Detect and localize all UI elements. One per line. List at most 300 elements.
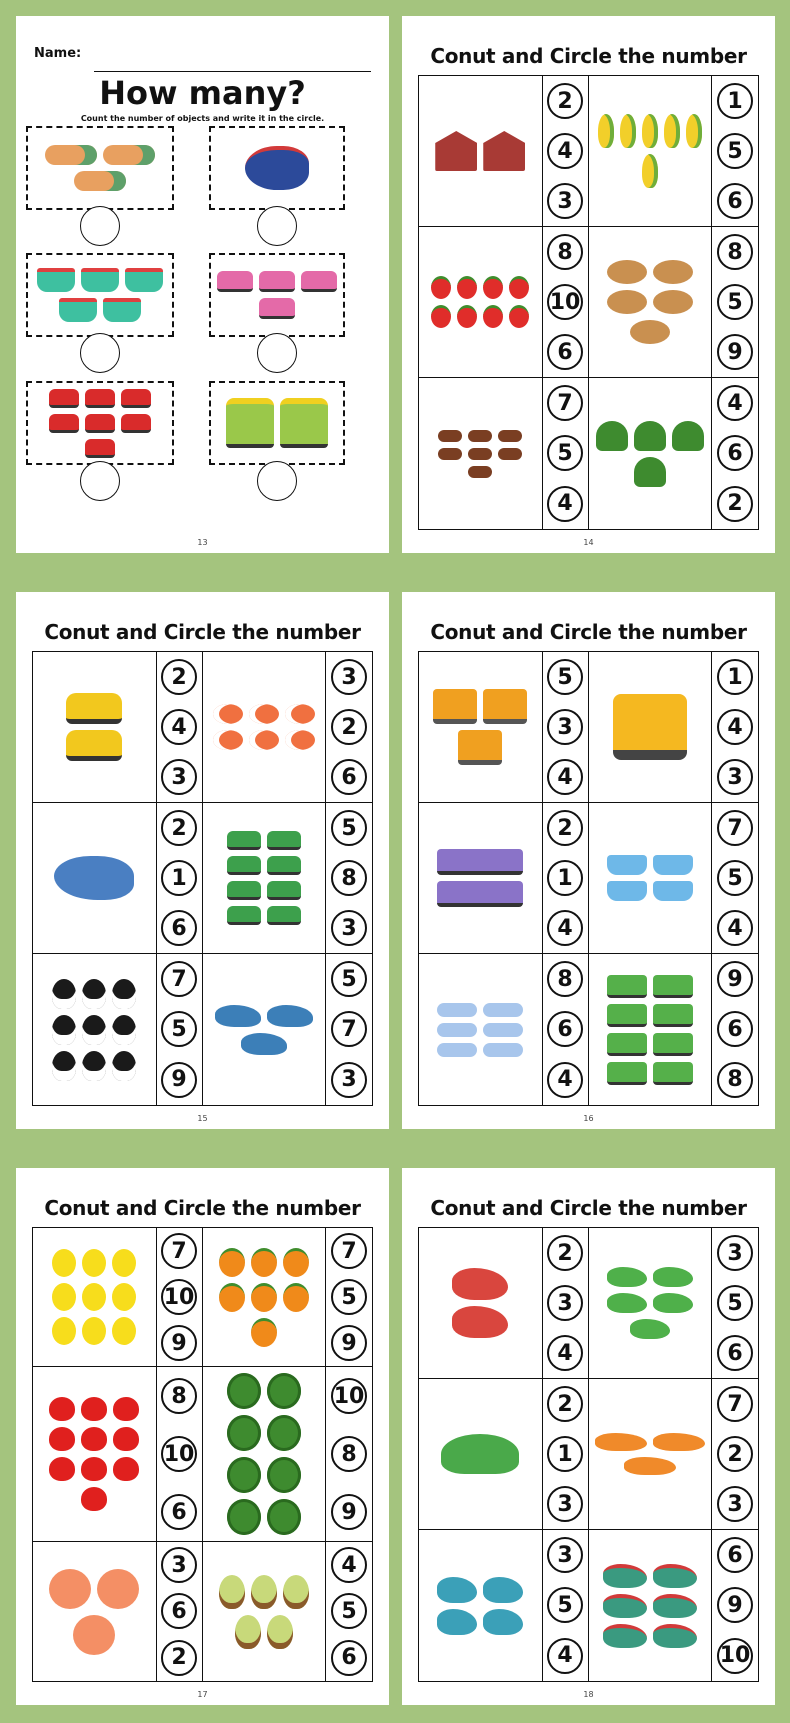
worksheet-title: Conut and Circle the number: [44, 1196, 361, 1220]
orange-dinosaur-picture: [595, 1433, 647, 1451]
barn-picture: [483, 131, 525, 171]
number-option-circle[interactable]: 2: [161, 659, 197, 695]
boat-picture: [125, 268, 163, 292]
number-option-circle[interactable]: 7: [547, 385, 583, 421]
potato-picture: [630, 320, 670, 344]
potato-picture: [607, 290, 647, 314]
penguin-picture: [82, 1051, 106, 1081]
number-option-circle[interactable]: 1: [717, 659, 753, 695]
object-picture-cell: [419, 1530, 543, 1681]
number-options-column: [157, 803, 203, 954]
number-option-circle[interactable]: 6: [717, 183, 753, 219]
name-line[interactable]: [94, 71, 371, 72]
answer-circle[interactable]: [257, 206, 297, 246]
yellow-car-picture: [66, 730, 122, 761]
number-option-circle[interactable]: 4: [547, 1335, 583, 1371]
apple-picture: [49, 1397, 75, 1421]
ship-picture: [653, 855, 693, 875]
number-option-circle[interactable]: 2: [717, 1436, 753, 1472]
counting-grid: [418, 75, 759, 530]
number-options-column: [326, 1542, 372, 1681]
answer-circle[interactable]: [257, 333, 297, 373]
bus-picture: [653, 1004, 693, 1027]
number-option-circle[interactable]: 2: [161, 1640, 197, 1676]
penguin-picture: [112, 979, 136, 1009]
blue-dinosaur-picture: [437, 1609, 477, 1635]
number-option-circle[interactable]: 2: [547, 810, 583, 846]
broccoli-picture: [634, 421, 666, 451]
green-car-picture: [267, 881, 301, 900]
green-car-picture: [267, 906, 301, 925]
broccoli-picture: [596, 421, 628, 451]
number-option-circle[interactable]: 4: [717, 709, 753, 745]
number-option-circle[interactable]: 10: [717, 1638, 753, 1674]
object-picture-cell: [419, 803, 543, 954]
helicopter-picture: [245, 146, 309, 190]
tomato-picture: [509, 305, 529, 328]
number-option-circle[interactable]: 2: [547, 83, 583, 119]
orange-picture: [251, 1248, 277, 1277]
ant-picture: [468, 430, 492, 442]
number-option-circle[interactable]: 3: [331, 910, 367, 946]
number-option-circle[interactable]: 9: [331, 1325, 367, 1361]
excavator-picture: [613, 694, 687, 760]
number-option-circle[interactable]: 2: [161, 810, 197, 846]
number-option-circle[interactable]: 3: [547, 1537, 583, 1573]
boat-picture: [59, 298, 97, 322]
number-option-circle[interactable]: 4: [547, 759, 583, 795]
ant-picture: [468, 448, 492, 460]
ship-picture: [607, 881, 647, 901]
worksheet-page-17: [16, 1168, 389, 1705]
number-option-circle[interactable]: 6: [717, 1537, 753, 1573]
object-picture-cell: [203, 954, 327, 1105]
ant-picture: [438, 430, 462, 442]
number-options-column: [712, 378, 758, 529]
number-option-circle[interactable]: 9: [717, 1587, 753, 1623]
number-option-circle[interactable]: 2: [547, 1386, 583, 1422]
apple-picture: [81, 1457, 107, 1481]
answer-circle[interactable]: [80, 333, 120, 373]
number-options-column: [712, 1379, 758, 1530]
page-number: 16: [583, 1114, 594, 1123]
avocado-picture: [283, 1575, 309, 1609]
number-options-column: [712, 652, 758, 803]
object-picture-cell: [33, 803, 157, 954]
avocado-picture: [219, 1575, 245, 1609]
penguin-picture: [82, 1015, 106, 1045]
number-options-column: [543, 378, 589, 529]
number-option-circle[interactable]: 3: [331, 659, 367, 695]
number-option-circle[interactable]: 5: [547, 659, 583, 695]
object-picture-cell: [419, 76, 543, 227]
number-option-circle[interactable]: 3: [547, 1486, 583, 1522]
ant-picture: [498, 448, 522, 460]
number-options-column: [326, 1367, 372, 1542]
number-option-circle[interactable]: 3: [717, 1486, 753, 1522]
ant-picture: [498, 430, 522, 442]
object-picture-cell: [203, 1367, 327, 1542]
object-picture-cell: [33, 652, 157, 803]
number-option-circle[interactable]: 7: [717, 1386, 753, 1422]
object-box-helicopter: [209, 126, 345, 210]
penguin-picture: [112, 1051, 136, 1081]
orange-picture: [283, 1283, 309, 1312]
number-option-circle[interactable]: 1: [547, 1436, 583, 1472]
penguin-picture: [52, 1051, 76, 1081]
number-options-column: [326, 803, 372, 954]
pink-car-picture: [259, 271, 295, 292]
bus-picture: [653, 1033, 693, 1056]
tomato-picture: [457, 305, 477, 328]
apple-picture: [113, 1397, 139, 1421]
number-options-column: [712, 803, 758, 954]
number-option-circle[interactable]: 6: [717, 1335, 753, 1371]
number-options-column: [712, 1530, 758, 1681]
potato-picture: [653, 260, 693, 284]
number-option-circle[interactable]: 10: [161, 1436, 197, 1472]
train-picture: [437, 849, 523, 875]
object-picture-cell: [203, 1228, 327, 1367]
name-label: Name:: [34, 46, 82, 61]
dimetrodon-picture: [653, 1624, 697, 1648]
worksheet-page-15: [16, 592, 389, 1129]
ship-picture: [607, 855, 647, 875]
red-dinosaur-picture: [452, 1306, 508, 1338]
number-option-circle[interactable]: 5: [547, 435, 583, 471]
orange-dinosaur-picture: [653, 1433, 705, 1451]
number-option-circle[interactable]: 2: [331, 709, 367, 745]
object-picture-cell: [589, 1379, 713, 1530]
object-picture-cell: [419, 1228, 543, 1379]
number-option-circle[interactable]: 5: [161, 1011, 197, 1047]
bus-picture: [607, 1062, 647, 1085]
worksheet-title: Conut and Circle the number: [430, 44, 747, 68]
apple-picture: [81, 1487, 107, 1511]
green-car-picture: [227, 881, 261, 900]
airplane-picture: [45, 145, 97, 165]
tomato-picture: [457, 276, 477, 299]
object-box-airplane: [26, 126, 174, 210]
airplane-picture: [483, 1043, 523, 1057]
airplane-picture: [74, 171, 126, 191]
page-number: 14: [583, 538, 594, 547]
number-option-circle[interactable]: 7: [331, 1233, 367, 1269]
green-car-picture: [267, 831, 301, 850]
number-option-circle[interactable]: 3: [161, 759, 197, 795]
page-number: 15: [197, 1114, 208, 1123]
number-option-circle[interactable]: 3: [547, 709, 583, 745]
watermelon-picture: [267, 1373, 301, 1409]
number-option-circle[interactable]: 6: [161, 1494, 197, 1530]
worksheet-title: Conut and Circle the number: [430, 620, 747, 644]
number-option-circle[interactable]: 8: [547, 234, 583, 270]
green-dinosaur-picture: [653, 1267, 693, 1287]
number-option-circle[interactable]: 3: [547, 1285, 583, 1321]
number-option-circle[interactable]: 8: [547, 961, 583, 997]
peach-picture: [49, 1569, 91, 1609]
lemon-picture: [82, 1317, 106, 1345]
potato-picture: [653, 290, 693, 314]
number-option-circle[interactable]: 5: [717, 284, 753, 320]
number-option-circle[interactable]: 6: [331, 759, 367, 795]
number-option-circle[interactable]: 1: [547, 860, 583, 896]
corn-picture: [598, 114, 614, 148]
number-option-circle[interactable]: 8: [717, 234, 753, 270]
object-picture-cell: [419, 652, 543, 803]
green-car-picture: [227, 856, 261, 875]
number-option-circle[interactable]: 6: [547, 334, 583, 370]
object-picture-cell: [589, 1228, 713, 1379]
answer-circle[interactable]: [257, 461, 297, 501]
watermelon-picture: [267, 1499, 301, 1535]
red-car-picture: [85, 439, 115, 458]
number-option-circle[interactable]: 9: [161, 1062, 197, 1098]
dimetrodon-picture: [653, 1594, 697, 1618]
number-option-circle[interactable]: 9: [331, 1494, 367, 1530]
blue-dinosaur-picture: [437, 1577, 477, 1603]
red-car-picture: [121, 414, 151, 433]
number-option-circle[interactable]: 9: [161, 1325, 197, 1361]
number-option-circle[interactable]: 3: [331, 1062, 367, 1098]
object-box-boat: [26, 253, 174, 337]
green-dinosaur-picture: [607, 1293, 647, 1313]
red-car-picture: [121, 389, 151, 408]
worksheet-page-18: [402, 1168, 775, 1705]
airplane-picture: [437, 1023, 477, 1037]
number-option-circle[interactable]: 3: [717, 1235, 753, 1271]
number-options-column: [326, 954, 372, 1105]
number-options-column: [157, 1228, 203, 1367]
number-options-column: [712, 227, 758, 378]
shark-picture: [267, 1005, 313, 1027]
answer-circle[interactable]: [80, 206, 120, 246]
worksheet-page-16: [402, 592, 775, 1129]
answer-circle[interactable]: [80, 461, 120, 501]
number-option-circle[interactable]: 1: [161, 860, 197, 896]
counting-grid: [32, 651, 373, 1106]
number-option-circle[interactable]: 4: [717, 910, 753, 946]
number-option-circle[interactable]: 10: [547, 284, 583, 320]
number-option-circle[interactable]: 7: [161, 1233, 197, 1269]
number-option-circle[interactable]: 4: [547, 133, 583, 169]
crane-truck-picture: [483, 689, 527, 724]
boat-picture: [103, 298, 141, 322]
worksheet-page-14: [402, 16, 775, 553]
lemon-picture: [82, 1283, 106, 1311]
number-option-circle[interactable]: 8: [331, 1436, 367, 1472]
bus-picture: [653, 1062, 693, 1085]
bus-picture: [607, 1004, 647, 1027]
object-picture-cell: [33, 1542, 157, 1681]
number-option-circle[interactable]: 5: [331, 810, 367, 846]
tomato-picture: [431, 305, 451, 328]
peach-picture: [97, 1569, 139, 1609]
object-picture-cell: [589, 378, 713, 529]
lemon-picture: [52, 1249, 76, 1277]
number-options-column: [157, 954, 203, 1105]
number-option-circle[interactable]: 9: [717, 961, 753, 997]
airplane-picture: [103, 145, 155, 165]
number-options-column: [712, 954, 758, 1105]
number-option-circle[interactable]: 8: [161, 1378, 197, 1414]
object-box-red-car: [26, 381, 174, 465]
red-car-picture: [49, 389, 79, 408]
number-options-column: [157, 1367, 203, 1542]
number-option-circle[interactable]: 6: [161, 1593, 197, 1629]
apple-picture: [49, 1457, 75, 1481]
number-option-circle[interactable]: 5: [547, 1587, 583, 1623]
red-car-picture: [85, 389, 115, 408]
number-option-circle[interactable]: 3: [547, 183, 583, 219]
barn-picture: [435, 131, 477, 171]
crane-truck-picture: [433, 689, 477, 724]
worksheet-title: Conut and Circle the number: [44, 620, 361, 644]
number-option-circle[interactable]: 6: [161, 910, 197, 946]
number-option-circle[interactable]: 4: [547, 1062, 583, 1098]
number-option-circle[interactable]: 5: [717, 860, 753, 896]
pink-car-picture: [217, 271, 253, 292]
number-option-circle[interactable]: 7: [161, 961, 197, 997]
watermelon-picture: [227, 1457, 261, 1493]
ant-picture: [468, 466, 492, 478]
bus-picture: [607, 975, 647, 998]
boat-picture: [81, 268, 119, 292]
tomato-picture: [431, 276, 451, 299]
penguin-picture: [52, 979, 76, 1009]
green-car-picture: [267, 856, 301, 875]
object-box-tuk-tuk: [209, 381, 345, 465]
tomato-picture: [509, 276, 529, 299]
yellow-car-picture: [66, 693, 122, 724]
object-picture-cell: [589, 652, 713, 803]
number-options-column: [543, 76, 589, 227]
number-option-circle[interactable]: 5: [331, 1593, 367, 1629]
penguin-picture: [112, 1015, 136, 1045]
number-options-column: [543, 652, 589, 803]
number-option-circle[interactable]: 3: [717, 759, 753, 795]
peach-picture: [73, 1615, 115, 1655]
number-options-column: [326, 1228, 372, 1367]
apple-picture: [81, 1427, 107, 1451]
corn-picture: [664, 114, 680, 148]
number-option-circle[interactable]: 10: [161, 1279, 197, 1315]
counting-grid: [418, 651, 759, 1106]
crane-truck-picture: [458, 730, 502, 765]
object-picture-cell: [589, 803, 713, 954]
shark-picture: [215, 1005, 261, 1027]
pink-car-picture: [259, 298, 295, 319]
number-option-circle[interactable]: 5: [717, 1285, 753, 1321]
orange-dinosaur-picture: [624, 1457, 676, 1475]
number-option-circle[interactable]: 6: [547, 1011, 583, 1047]
number-options-column: [543, 954, 589, 1105]
avocado-picture: [235, 1615, 261, 1649]
clownfish-picture: [213, 704, 243, 724]
airplane-picture: [483, 1023, 523, 1037]
pink-car-picture: [301, 271, 337, 292]
number-option-circle[interactable]: 2: [717, 486, 753, 522]
object-picture-cell: [589, 954, 713, 1105]
number-option-circle[interactable]: 4: [717, 385, 753, 421]
green-dinosaur-picture: [630, 1319, 670, 1339]
number-option-circle[interactable]: 8: [717, 1062, 753, 1098]
dimetrodon-picture: [653, 1564, 697, 1588]
green-dinosaur-picture: [607, 1267, 647, 1287]
number-option-circle[interactable]: 4: [547, 910, 583, 946]
ant-picture: [438, 448, 462, 460]
number-option-circle[interactable]: 5: [717, 133, 753, 169]
boat-picture: [37, 268, 75, 292]
clownfish-picture: [249, 730, 279, 750]
number-option-circle[interactable]: 8: [331, 860, 367, 896]
bus-picture: [653, 975, 693, 998]
object-picture-cell: [203, 803, 327, 954]
number-option-circle[interactable]: 5: [331, 961, 367, 997]
lemon-picture: [52, 1283, 76, 1311]
number-option-circle[interactable]: 9: [717, 334, 753, 370]
counting-grid: [418, 1227, 759, 1682]
watermelon-picture: [227, 1373, 261, 1409]
number-option-circle[interactable]: 5: [331, 1279, 367, 1315]
red-car-picture: [85, 414, 115, 433]
number-option-circle[interactable]: 4: [331, 1547, 367, 1583]
number-options-column: [326, 652, 372, 803]
number-option-circle[interactable]: 4: [547, 1638, 583, 1674]
number-option-circle[interactable]: 2: [547, 1235, 583, 1271]
number-options-column: [157, 652, 203, 803]
number-options-column: [712, 1228, 758, 1379]
orange-picture: [283, 1248, 309, 1277]
number-option-circle[interactable]: 6: [717, 1011, 753, 1047]
number-option-circle[interactable]: 10: [331, 1378, 367, 1414]
apple-picture: [81, 1397, 107, 1421]
number-option-circle[interactable]: 1: [717, 83, 753, 119]
number-option-circle[interactable]: 7: [331, 1011, 367, 1047]
object-picture-cell: [419, 1379, 543, 1530]
watermelon-picture: [227, 1415, 261, 1451]
airplane-picture: [437, 1043, 477, 1057]
airplane-picture: [437, 1003, 477, 1017]
number-options-column: [712, 76, 758, 227]
corn-picture: [642, 114, 658, 148]
number-option-circle[interactable]: 6: [331, 1640, 367, 1676]
tuk-tuk-picture: [280, 398, 328, 448]
orange-picture: [219, 1283, 245, 1312]
object-picture-cell: [33, 1367, 157, 1542]
tuk-tuk-picture: [226, 398, 274, 448]
avocado-picture: [251, 1575, 277, 1609]
penguin-picture: [82, 979, 106, 1009]
instruction-text: Count the number of objects and write it in the circle.: [80, 114, 325, 123]
number-option-circle[interactable]: 7: [717, 810, 753, 846]
green-car-picture: [227, 831, 261, 850]
number-option-circle[interactable]: 4: [547, 486, 583, 522]
number-options-column: [543, 227, 589, 378]
red-dinosaur-picture: [452, 1268, 508, 1300]
tomato-picture: [483, 276, 503, 299]
lemon-picture: [112, 1249, 136, 1277]
ship-picture: [653, 881, 693, 901]
dimetrodon-picture: [603, 1564, 647, 1588]
number-option-circle[interactable]: 6: [717, 435, 753, 471]
object-picture-cell: [33, 1228, 157, 1367]
number-option-circle[interactable]: 4: [161, 709, 197, 745]
broccoli-picture: [634, 457, 666, 487]
number-option-circle[interactable]: 3: [161, 1547, 197, 1583]
train-picture: [437, 881, 523, 907]
stegosaurus-picture: [441, 1434, 519, 1474]
